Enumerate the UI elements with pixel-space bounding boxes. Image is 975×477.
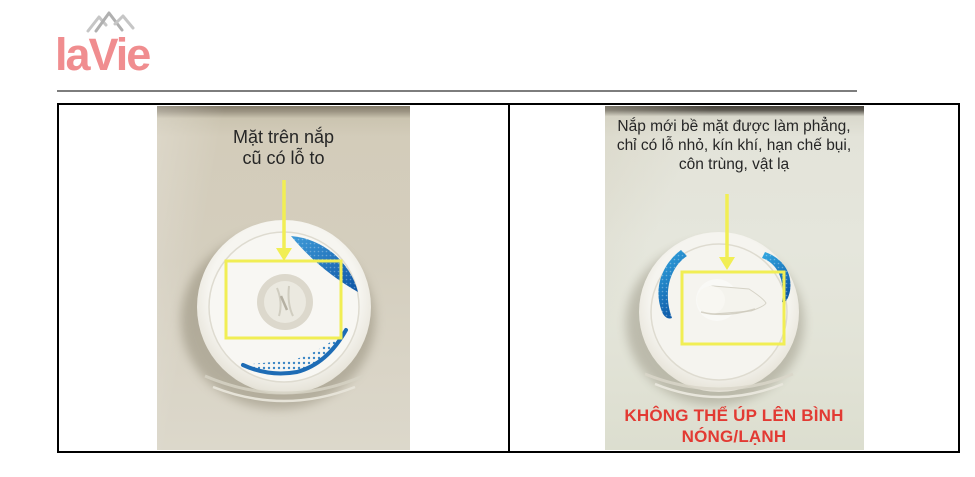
new-cap-photo: [605, 106, 864, 450]
old-cap-caption: [157, 127, 410, 169]
arrow-down-icon: [719, 194, 735, 270]
warning-text: [605, 405, 864, 447]
warning-line: KHÔNG THỂ ÚP LÊN BÌNH: [624, 406, 844, 425]
caption-line: côn trùng, vật lạ: [678, 156, 790, 173]
comparison-table: [57, 103, 960, 453]
panel-new-cap: [510, 105, 958, 451]
old-cap-photo: [157, 106, 410, 450]
lavie-logo: [55, 10, 150, 80]
brand-text: laVie: [55, 29, 150, 80]
new-cap-caption: [605, 117, 864, 174]
warning-line: NÓNG/LẠNH: [681, 427, 787, 446]
caption-line: Mặt trên nắp: [232, 127, 335, 147]
caption-line: chỉ có lỗ nhỏ, kín khí, hạn chế bụi,: [616, 137, 852, 154]
caption-line: Nắp mới bề mặt được làm phẳng,: [617, 118, 851, 135]
header-divider: [57, 90, 857, 92]
panel-old-cap: [59, 105, 510, 451]
caption-line: cũ có lỗ to: [242, 148, 325, 168]
